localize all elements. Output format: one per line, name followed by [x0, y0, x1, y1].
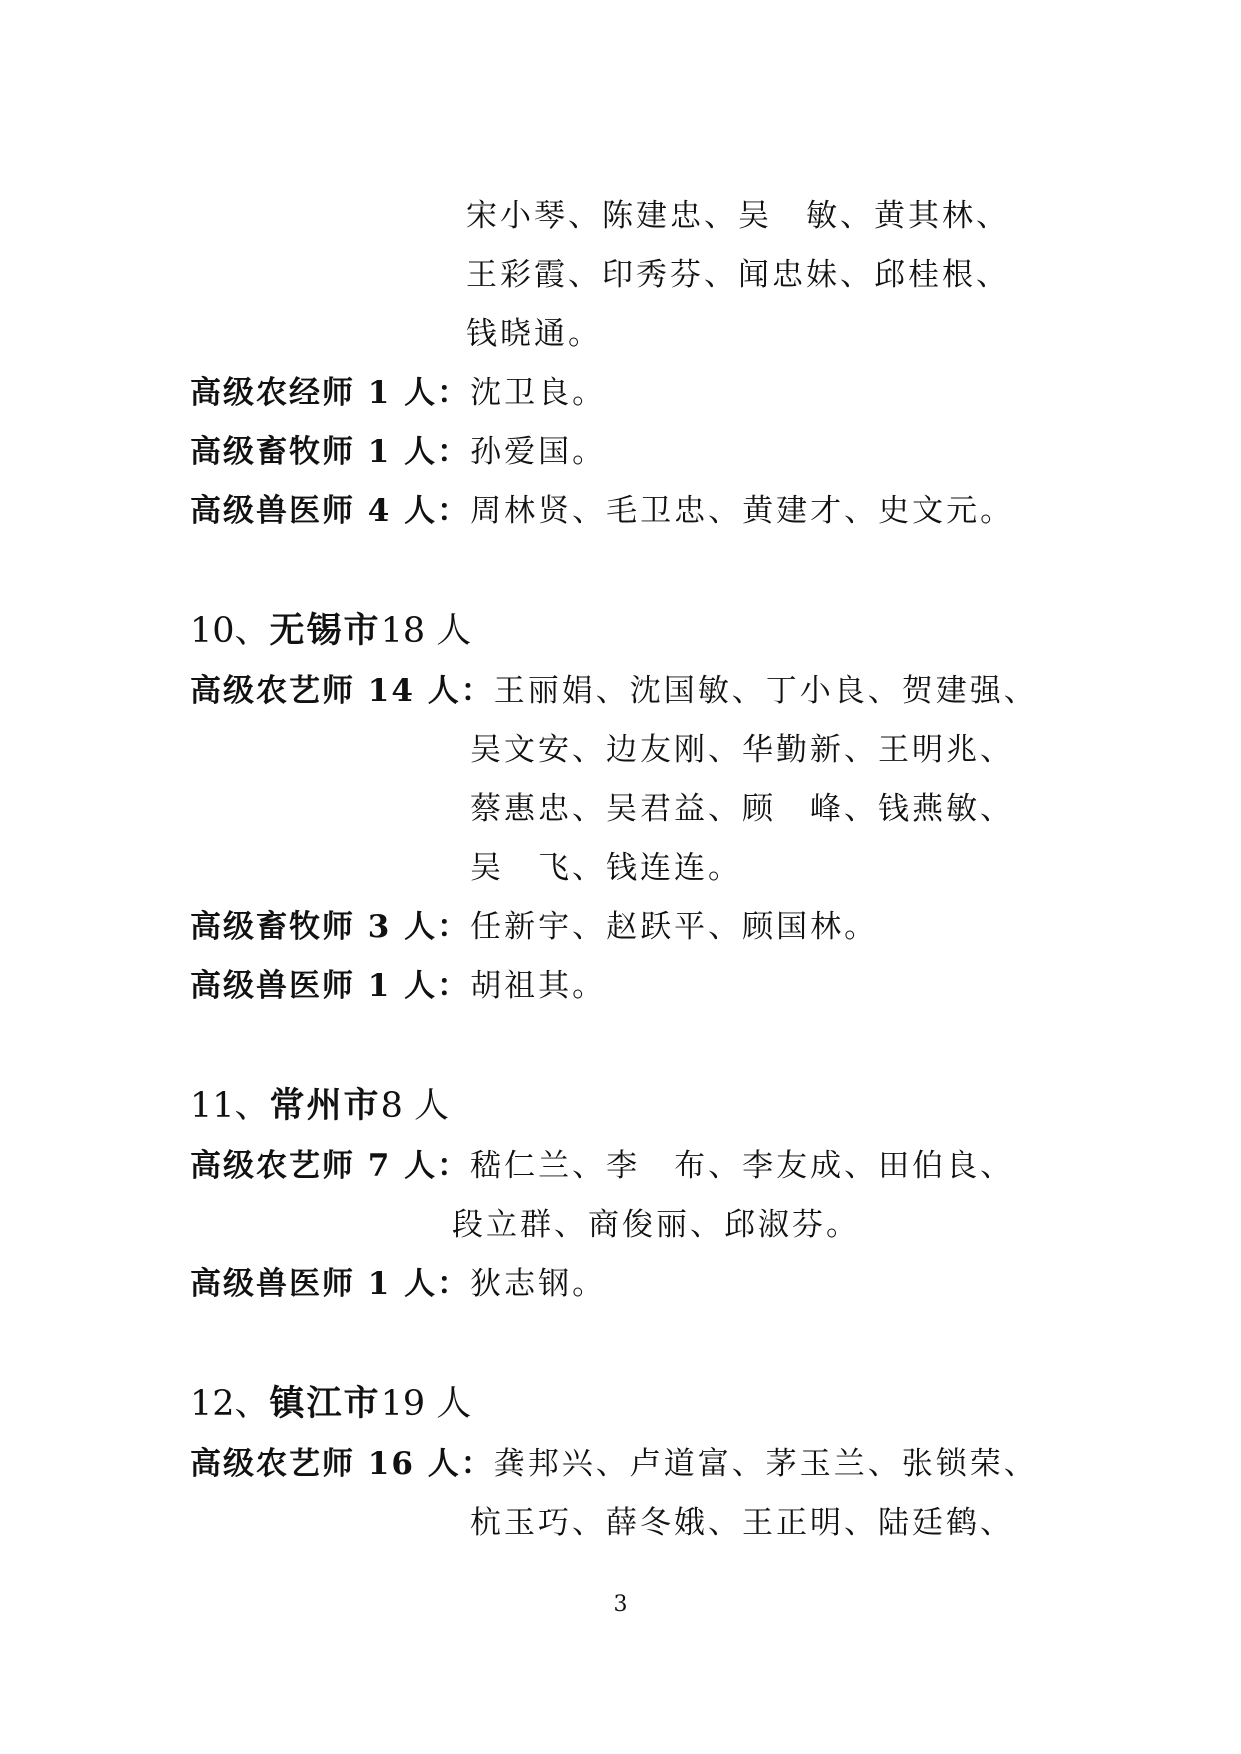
name-list: 龚邦兴、卢道富、茅玉兰、张锁荣、 — [493, 1446, 1038, 1482]
name-list-line: 宋小琴、陈建忠、吴 敏、黄其林、 — [466, 198, 1010, 234]
name-list-line: 蔡惠忠、吴君益、顾 峰、钱燕敏、 — [470, 791, 1014, 827]
section-count: 8 人 — [380, 1086, 449, 1126]
name-list-line: 段立群、商俊丽、邱淑芬。 — [452, 1207, 860, 1243]
title-entry — [190, 966, 606, 1006]
page-number: 3 — [613, 1592, 628, 1617]
title-entry — [190, 373, 606, 413]
name-list: 嵇仁兰、李 布、李友成、田伯良、 — [470, 1148, 1015, 1184]
title-entry — [190, 491, 1014, 531]
name-list-line: 吴 飞、钱连连。 — [470, 850, 742, 886]
title-label: 高级兽医师 1 人： — [190, 968, 471, 1004]
section-number: 11、 — [190, 1086, 270, 1126]
name-list: 沈卫良。 — [470, 375, 607, 411]
title-entry — [190, 907, 878, 947]
section-heading — [190, 1084, 449, 1128]
section-heading — [190, 1382, 471, 1426]
title-entry — [190, 1444, 1038, 1484]
title-label: 高级农艺师 7 人： — [190, 1148, 471, 1184]
title-label: 高级畜牧师 1 人： — [190, 434, 471, 470]
title-label: 高级兽医师 4 人： — [190, 493, 471, 529]
name-list: 胡祖其。 — [470, 968, 607, 1004]
name-list: 周林贤、毛卫忠、黄建才、史文元。 — [470, 493, 1015, 529]
title-entry — [190, 1146, 1014, 1186]
title-entry — [190, 432, 606, 472]
section-heading — [190, 609, 471, 653]
section-number: 10、 — [190, 611, 270, 651]
title-label: 高级兽医师 1 人： — [190, 1266, 471, 1302]
name-list-line: 王彩霞、印秀芬、闻忠妹、邱桂根、 — [466, 257, 1010, 293]
name-list: 孙爱国。 — [470, 434, 607, 470]
title-label: 高级农艺师 16 人： — [190, 1446, 494, 1482]
title-entry — [190, 671, 1038, 711]
title-label: 高级农经师 1 人： — [190, 375, 471, 411]
section-city: 镇江市 — [269, 1383, 381, 1424]
section-count: 18 人 — [380, 611, 472, 651]
name-list: 狄志钢。 — [470, 1266, 607, 1302]
section-count: 19 人 — [380, 1384, 472, 1424]
title-entry — [190, 1264, 606, 1304]
section-number: 12、 — [190, 1384, 270, 1424]
name-list-line: 杭玉巧、薛冬娥、王正明、陆廷鹤、 — [470, 1505, 1014, 1541]
title-label: 高级畜牧师 3 人： — [190, 909, 471, 945]
name-list: 王丽娟、沈国敏、丁小良、贺建强、 — [493, 673, 1038, 709]
name-list: 任新宇、赵跃平、顾国林。 — [470, 909, 879, 945]
title-label: 高级农艺师 14 人： — [190, 673, 494, 709]
name-list-line: 吴文安、边友刚、华勤新、王明兆、 — [470, 732, 1014, 768]
section-city: 无锡市 — [269, 610, 381, 651]
name-list-line: 钱晓通。 — [466, 316, 602, 352]
section-city: 常州市 — [269, 1085, 381, 1126]
